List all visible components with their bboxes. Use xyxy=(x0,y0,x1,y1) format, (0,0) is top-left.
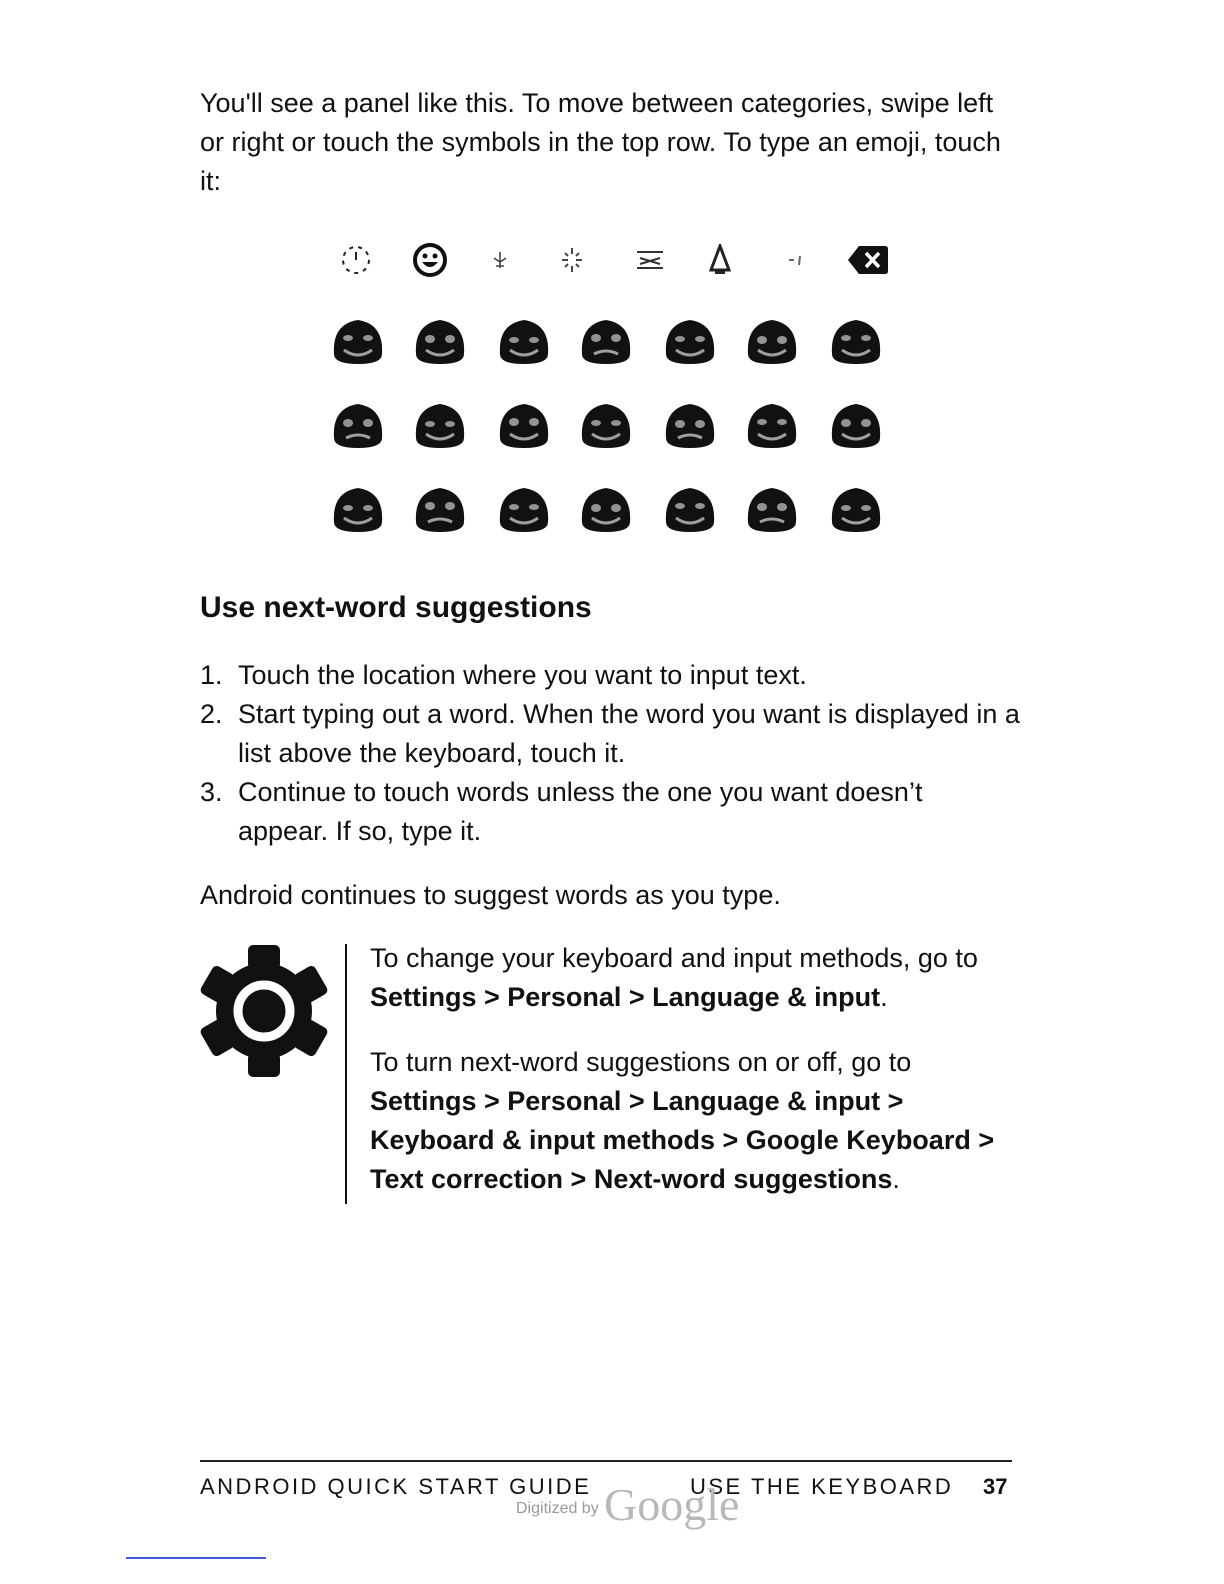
tip-text: To change your keyboard and input methods, go to xyxy=(370,943,978,973)
intro-paragraph: You'll see a panel like this. To move between categories, swipe left or right or touch the symbols in the top row. To type an emoji, touch it: xyxy=(200,88,1001,196)
neutral-emoji[interactable] xyxy=(494,478,554,538)
footer-section-title: USE THE KEYBOARD xyxy=(690,1474,954,1499)
cool-emoji[interactable] xyxy=(826,394,886,454)
settings-path: Settings > Personal > Language & input > Keyboard & input methods > Google Keyboard > Text correction > Next-word suggestions xyxy=(370,1086,995,1194)
step-text: Start typing out a word. When the word you want is displayed in a list above the keyboard, touch it. xyxy=(238,699,1020,768)
section-heading: Use next-word suggestions xyxy=(200,591,592,624)
steps-list xyxy=(200,656,1020,851)
outro-paragraph: Android continues to suggest words as you type. xyxy=(200,880,781,910)
grin-emoji[interactable] xyxy=(328,310,388,370)
sleepy-emoji[interactable] xyxy=(826,478,886,538)
tongue-emoji[interactable] xyxy=(742,478,802,538)
tip-text: To turn next-word suggestions on or off, go to xyxy=(370,1047,912,1077)
step-text: Continue to touch words unless the one you want doesn’t appear. If so, type it. xyxy=(238,777,923,846)
symbols-icon[interactable] xyxy=(698,240,742,280)
tip-punct: . xyxy=(892,1164,900,1194)
step-item xyxy=(200,773,1020,851)
tip-divider xyxy=(345,944,347,1204)
footer-rule xyxy=(200,1460,1012,1462)
gear-icon xyxy=(200,944,328,1078)
tip-keyboard-paragraph xyxy=(370,939,1020,1017)
flower-icon[interactable] xyxy=(478,240,522,280)
devil-emoji[interactable] xyxy=(576,394,636,454)
tip-box xyxy=(370,939,1020,1225)
settings-path: Settings > Personal > Language & input xyxy=(370,982,881,1012)
backspace-icon[interactable] xyxy=(846,240,890,280)
step-text: Touch the location where you want to input text. xyxy=(238,660,807,690)
sweat-smile-emoji[interactable] xyxy=(826,310,886,370)
face-emoji[interactable] xyxy=(742,310,802,370)
step-number: 3. xyxy=(200,777,223,807)
car-icon[interactable] xyxy=(628,240,672,280)
tip-suggestions-paragraph xyxy=(370,1043,1020,1199)
smiley-icon[interactable] xyxy=(408,240,452,280)
step-item xyxy=(200,695,1020,773)
smile-teeth-emoji[interactable] xyxy=(576,310,636,370)
page-number: 37 xyxy=(983,1474,1008,1499)
recent-icon[interactable] xyxy=(334,240,378,280)
joy-emoji[interactable] xyxy=(410,310,470,370)
heart-eyes-emoji[interactable] xyxy=(742,394,802,454)
step-item xyxy=(200,656,1020,695)
step-number: 1. xyxy=(200,660,223,690)
bell-icon[interactable] xyxy=(550,240,594,280)
emoticon-icon[interactable] xyxy=(774,240,818,280)
blush-emoji[interactable] xyxy=(410,394,470,454)
google-watermark: Google xyxy=(604,1479,740,1530)
sad-emoji[interactable] xyxy=(660,478,720,538)
pensive-emoji[interactable] xyxy=(410,478,470,538)
link-underline xyxy=(126,1557,266,1559)
grimace-emoji[interactable] xyxy=(576,478,636,538)
step-number: 2. xyxy=(200,699,223,729)
footer-book-title: ANDROID QUICK START GUIDE xyxy=(200,1474,592,1499)
laugh-emoji[interactable] xyxy=(660,310,720,370)
emoji-panel xyxy=(318,228,902,558)
grinning-emoji[interactable] xyxy=(494,310,554,370)
wink-emoji[interactable] xyxy=(328,394,388,454)
tip-punct: . xyxy=(880,982,888,1012)
angel-emoji[interactable] xyxy=(494,394,554,454)
smirk-emoji[interactable] xyxy=(328,478,388,538)
relieved-emoji[interactable] xyxy=(660,394,720,454)
emoji-category-tabs xyxy=(318,240,902,280)
digitized-by-label: Digitized by xyxy=(516,1500,599,1517)
